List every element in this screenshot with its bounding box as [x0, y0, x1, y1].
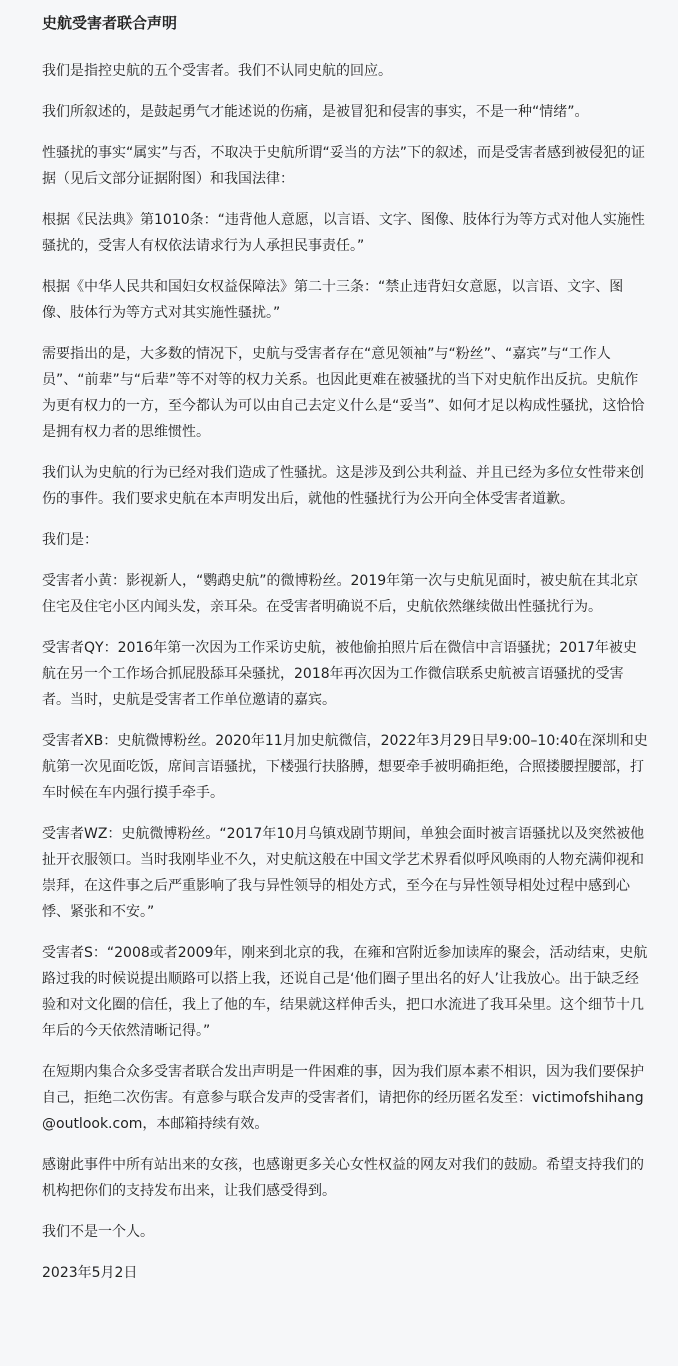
paragraph-facts: 性骚扰的事实“属实”与否，不取决于史航所谓“妥当的方法”下的叙述，而是受害者感到被侵犯的证据（见后文部分证据附图）和我国法律： [42, 145, 646, 187]
statement-date: 2023年5月2日 [42, 1265, 138, 1281]
paragraph-women-rights-law: 根据《中华人民共和国妇女权益保障法》第二十三条：“禁止违背妇女意愿，以言语、文字、图像、肢体行为等方式对其实施性骚扰。” [42, 279, 624, 321]
paragraph-power-relation: 需要指出的是，大多数的情况下，史航与受害者存在“意见领袖”与“粉丝”、“嘉宾”与“工作人员”、“前辈”与“后辈”等不对等的权力关系。也因此更难在被骚扰的当下对史航作出反抗。史航作为更有权力的一方，至今都认为可以由自己去定义什么是“妥当”、如何才足以构成性骚扰，这恰恰是拥有权力者的思维惯性。 [42, 346, 645, 440]
paragraph-demand: 我们认为史航的行为已经对我们造成了性骚扰。这是涉及到公共利益、并且已经为多位女性带来创伤的事件。我们要求史航在本声明发出后，就他的性骚扰行为公开向全体受害者道歉。 [42, 465, 644, 507]
victim-wz: 受害者WZ：史航微博粉丝。“2017年10月乌镇戏剧节期间，单独会面时被言语骚扰以及突然被他扯开衣服领口。当时我刚毕业不久，对史航这般在中国文学艺术界看似呼风唤雨的人物充满仰视和崇拜，在这件事之后严重影响了我与异性领导的相处方式，至今在与异性领导相处过程中感到心悸、紧张和不安。” [42, 826, 645, 920]
paragraph-intro: 我们是指控史航的五个受害者。我们不认同史航的回应。 [42, 63, 392, 79]
paragraph-pain: 我们所叙述的，是鼓起勇气才能述说的伤痛，是被冒犯和侵害的事实，不是一种“情绪”。 [42, 104, 589, 120]
victim-xb: 受害者XB：史航微博粉丝。2020年11月加史航微信，2022年3月29日早9:00–10:40在深圳和史航第一次见面吃饭，席间言语骚扰，下楼强行扶胳膊，想要牵手被明确拒绝，合照搂腰捏腰部，打车时候在车内强行摸手牵手。 [42, 733, 648, 801]
paragraph-thanks: 感谢此事件中所有站出来的女孩，也感谢更多关心女性权益的网友对我们的鼓励。希望支持我们的机构把你们的支持发布出来，让我们感受得到。 [42, 1157, 644, 1199]
victim-xiaohuang: 受害者小黄：影视新人，“鹦鹉史航”的微博粉丝。2019年第一次与史航见面时，被史航在其北京住宅及住宅小区内闻头发，亲耳朵。在受害者明确说不后，史航依然继续做出性骚扰行为。 [42, 573, 639, 615]
paragraph-we-are: 我们是： [42, 532, 98, 548]
paragraph-contact: 在短期内集合众多受害者联合发出声明是一件困难的事，因为我们原本素不相识，因为我们要保护自己，拒绝二次伤害。有意参与联合发声的受害者们，请把你的经历匿名发至：victimofshihang@outlook.com，本邮箱持续有效。 [42, 1064, 644, 1132]
statement-title: 史航受害者联合声明 [42, 14, 178, 32]
paragraph-civil-code: 根据《民法典》第1010条：“违背他人意愿，以言语、文字、图像、肢体行为等方式对他人实施性骚扰的，受害人有权依法请求行为人承担民事责任。” [42, 212, 645, 254]
paragraph-not-alone: 我们不是一个人。 [42, 1224, 154, 1240]
victim-qy: 受害者QY：2016年第一次因为工作采访史航，被他偷拍照片后在微信中言语骚扰；2017年被史航在另一个工作场合抓屁股舔耳朵骚扰，2018年再次因为工作微信联系史航被言语骚扰的受害者。当时，史航是受害者工作单位邀请的嘉宾。 [42, 640, 637, 708]
victim-s: 受害者S：“2008或者2009年，刚来到北京的我，在雍和宫附近参加读库的聚会，活动结束，史航路过我的时候说提出顺路可以搭上我，还说自己是‘他们圈子里出名的好人’让我放心。出于缺乏经验和对文化圈的信任，我上了他的车，结果就这样伸舌头，把口水流进了我耳朵里。这个细节十几年后的今天依然清晰记得。” [42, 945, 648, 1039]
